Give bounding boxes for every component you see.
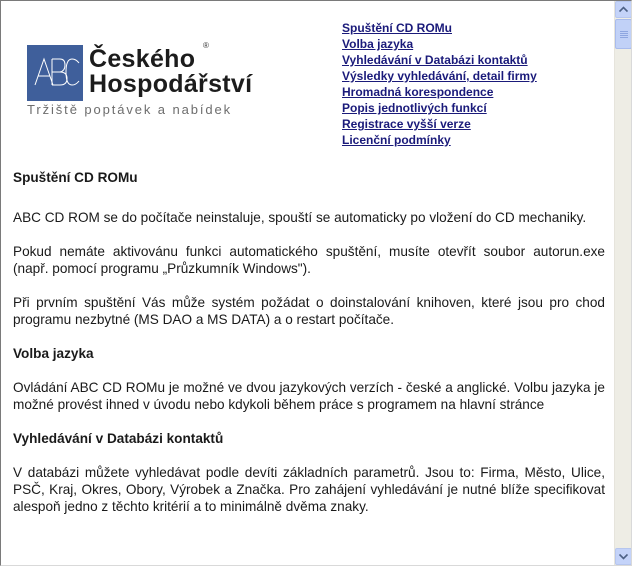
logo-title-line2: Hospodářství: [89, 70, 253, 98]
toc-link-spusteni[interactable]: Spuštění CD ROMu: [342, 21, 452, 35]
registered-mark: ®: [203, 41, 209, 50]
abc-badge: [27, 45, 83, 101]
logo-tagline: Tržiště poptávek a nabídek: [27, 102, 233, 117]
toc-link-volba-jazyka[interactable]: Volba jazyka: [342, 37, 414, 51]
help-document: [13, 169, 605, 515]
paragraph: V databázi můžete vyhledávat podle devíti základních parametrů. Jsou to: Firma, Město, Ulice, PSČ, Kraj, Okres, Obory, Výrobek a Značka. Pro zahájení vyhledávání je nutné blíže specifikovat alespoň jedno z těchto kritérií a to minimálně dvěma znaky.: [13, 465, 605, 514]
paragraph: ABC CD ROM se do počítače neinstaluje, spouští se automaticky po vložení do CD mechaniky.: [13, 210, 587, 225]
scroll-down-button[interactable]: [615, 548, 632, 565]
paragraph: Pokud nemáte aktivovánu funkci automatického spuštění, musíte otevřít soubor autorun.exe (např. pomocí programu „Průzkumník Windows").: [13, 244, 605, 276]
toc-link-licence[interactable]: Licenční podmínky: [342, 133, 451, 147]
section-heading: Vyhledávání v Databázi kontaktů: [13, 431, 224, 446]
scroll-up-button[interactable]: [615, 1, 632, 18]
toc-link-korespondence[interactable]: Hromadná korespondence: [342, 85, 494, 99]
toc-nav: [342, 20, 537, 148]
toc-link-popis-funkci[interactable]: Popis jednotlivých funkcí: [342, 101, 487, 115]
paragraph: Při prvním spuštění Vás může systém požádat o doinstalování knihoven, které jsou pro chod programu nezbytné (MS DAO a MS DATA) a o restart počítače.: [13, 295, 605, 327]
vertical-scrollbar[interactable]: [614, 1, 632, 565]
section-heading: Spuštění CD ROMu: [13, 170, 138, 185]
paragraph: Ovládání ABC CD ROMu je možné ve dvou jazykových verzích - české a anglické. Volbu jazyka je možné provést ihned v úvodu nebo kdykoli během práce s programem na hlavní stránce: [13, 380, 605, 412]
chevron-down-icon: [619, 553, 628, 560]
scroll-thumb[interactable]: [615, 19, 632, 49]
toc-link-vyhledavani[interactable]: Vyhledávání v Databázi kontaktů: [342, 53, 528, 67]
document-content: [1, 1, 613, 565]
chevron-up-icon: [619, 6, 628, 13]
company-logo: [27, 41, 277, 121]
section-heading: Volba jazyka: [13, 346, 94, 361]
toc-link-vysledky[interactable]: Výsledky vyhledávání, detail firmy: [342, 69, 537, 83]
logo-title-line1: Českého: [89, 45, 196, 73]
toc-link-registrace[interactable]: Registrace vyšší verze: [342, 117, 471, 131]
